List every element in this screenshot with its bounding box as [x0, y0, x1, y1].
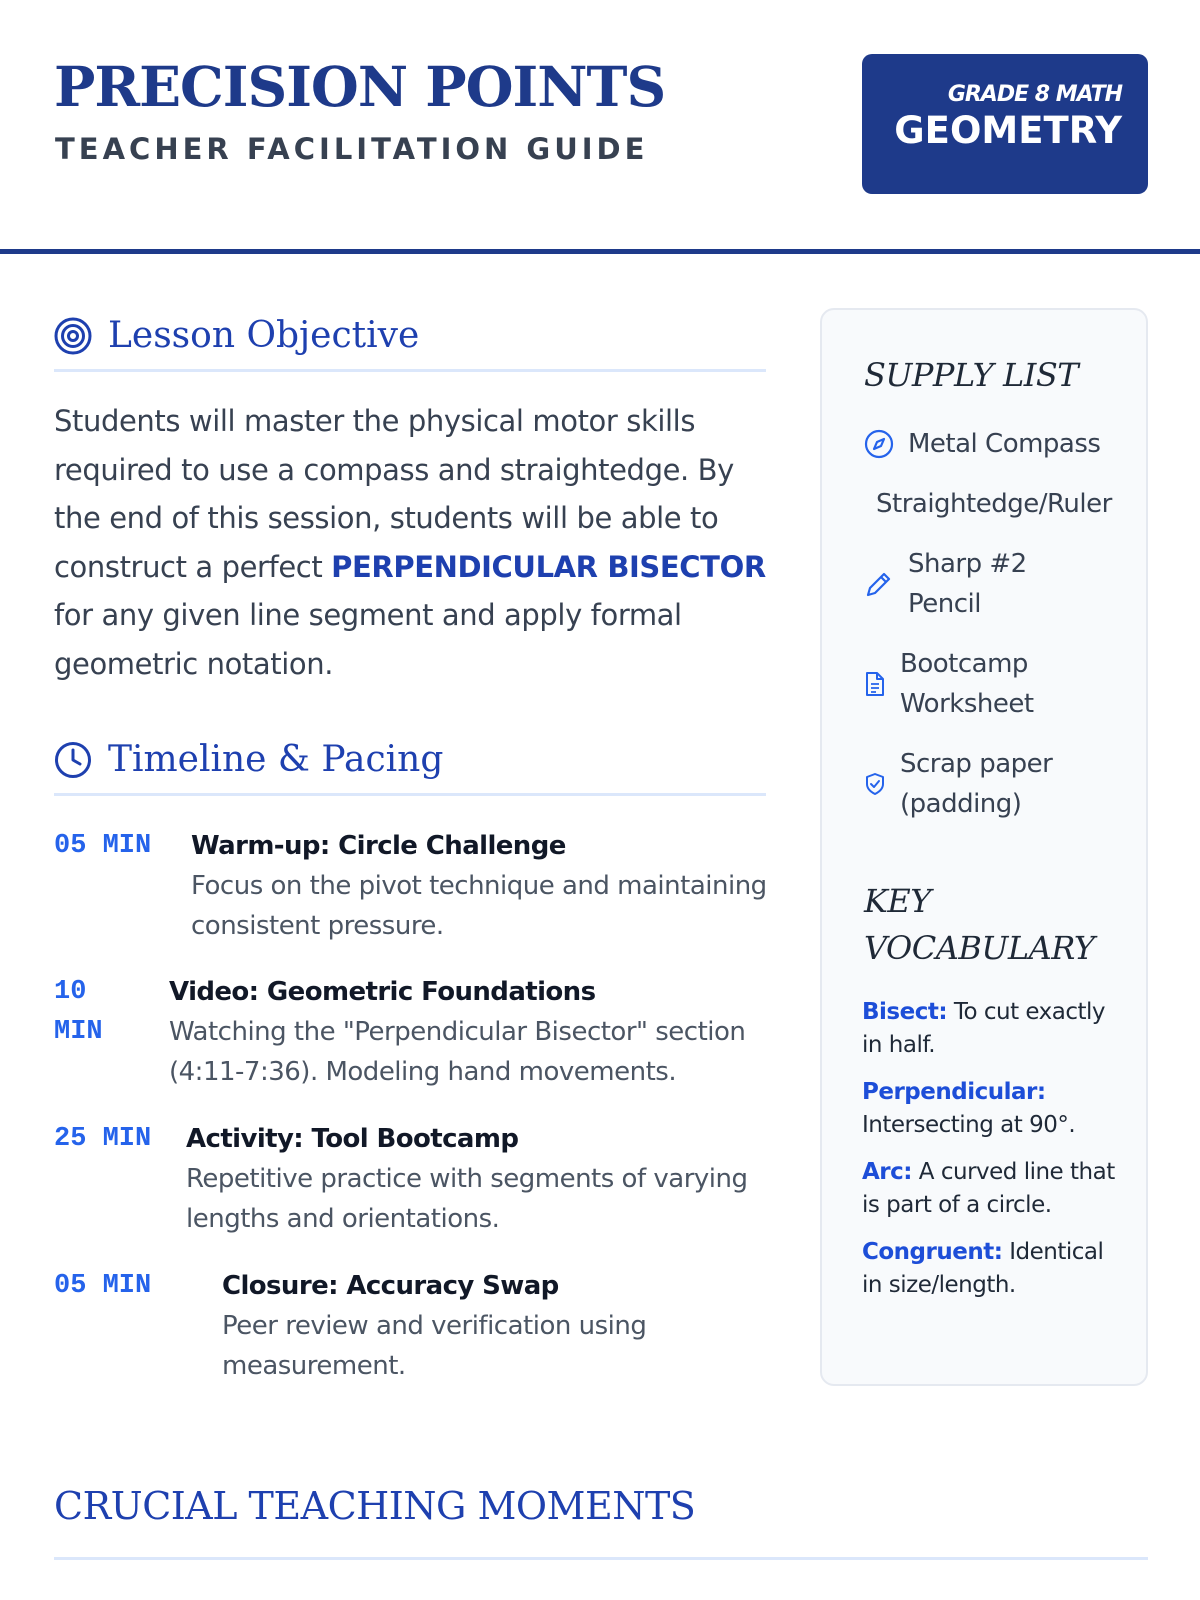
supply-item	[864, 644, 1124, 724]
timeline-time: 25 MIN	[54, 1124, 152, 1154]
timeline-time: 05 MIN	[54, 1271, 152, 1301]
vocab-item	[862, 1076, 1122, 1142]
objective-highlight: PERPENDICULAR BISECTOR	[331, 549, 766, 584]
target-icon	[54, 317, 92, 355]
objective-text	[54, 397, 766, 688]
crucial-heading	[54, 1484, 1148, 1560]
supply-item	[864, 744, 1124, 824]
badge-subject: GEOMETRY	[894, 109, 1122, 152]
timeline-title: Video: Geometric Foundations	[169, 977, 596, 1007]
objective-text-after: for any given line segment and apply formal geometric notation.	[54, 598, 682, 681]
clock-icon	[54, 741, 92, 779]
timeline-title: Warm-up: Circle Challenge	[191, 831, 566, 861]
vocab-term: Arc:	[862, 1159, 912, 1185]
objective-heading-label: Lesson Objective	[108, 315, 420, 356]
timeline-heading	[54, 726, 766, 796]
vocab-definition: A curved line that is part of a circle.	[862, 1159, 1115, 1218]
supply-item	[864, 424, 1124, 464]
timeline-time: 05 MIN	[54, 831, 152, 861]
crucial-heading-label: CRUCIAL TEACHING MOMENTS	[54, 1484, 696, 1528]
timeline-desc: Watching the "Perpendicular Bisector" section (4:11-7:36). Modeling hand movements.	[169, 1017, 746, 1087]
supply-label: Straightedge/Ruler	[876, 489, 1112, 519]
objective-heading	[54, 302, 766, 372]
timeline-title: Closure: Accuracy Swap	[222, 1271, 559, 1301]
vocab-definition: Intersecting at 90°.	[862, 1112, 1076, 1138]
timeline-title: Activity: Tool Bootcamp	[186, 1124, 519, 1154]
supply-label: Sharp #2 Pencil	[908, 549, 1027, 619]
vocab-item	[862, 1236, 1122, 1302]
pencil-icon	[864, 569, 894, 599]
compass-icon	[864, 429, 894, 459]
page-subtitle: TEACHER FACILITATION GUIDE	[55, 132, 649, 166]
grade-badge	[862, 54, 1148, 194]
vocab-term: Congruent:	[862, 1239, 1003, 1265]
supply-label: Metal Compass	[908, 429, 1101, 459]
vocab-item	[862, 1156, 1122, 1222]
timeline-time: 10 MIN	[54, 977, 103, 1047]
vocab-definition: To cut exactly in half.	[862, 999, 1106, 1058]
vocab-term: Bisect:	[862, 999, 948, 1025]
vocab-item	[862, 996, 1122, 1062]
timeline-desc: Focus on the pivot technique and maintaining consistent pressure.	[191, 871, 767, 941]
supply-heading: SUPPLY LIST	[864, 356, 1079, 394]
supply-item	[864, 544, 1124, 624]
vocabulary-heading: KEY VOCABULARY	[864, 882, 1095, 967]
sidebar-card	[820, 308, 1148, 1386]
timeline-desc: Peer review and verification using measurement.	[222, 1311, 647, 1381]
supply-item	[876, 484, 1136, 524]
timeline-heading-label: Timeline & Pacing	[108, 739, 444, 780]
supply-label: Bootcamp Worksheet	[900, 649, 1034, 719]
badge-grade: GRADE 8 MATH	[947, 82, 1122, 107]
page-title: PRECISION POINTS	[54, 54, 666, 119]
vocab-definition: Identical in size/length.	[862, 1239, 1104, 1298]
supply-label: Scrap paper (padding)	[900, 749, 1053, 819]
vocab-term: Perpendicular:	[862, 1079, 1046, 1105]
page-header	[0, 0, 1200, 254]
document-icon	[864, 669, 886, 699]
objective-text-before: Students will master the physical motor skills required to use a compass and straightedge. By the end of this session, students will be able to construct a perfect	[54, 404, 734, 584]
timeline-desc: Repetitive practice with segments of varying lengths and orientations.	[186, 1164, 748, 1234]
shield-check-icon	[864, 769, 886, 799]
